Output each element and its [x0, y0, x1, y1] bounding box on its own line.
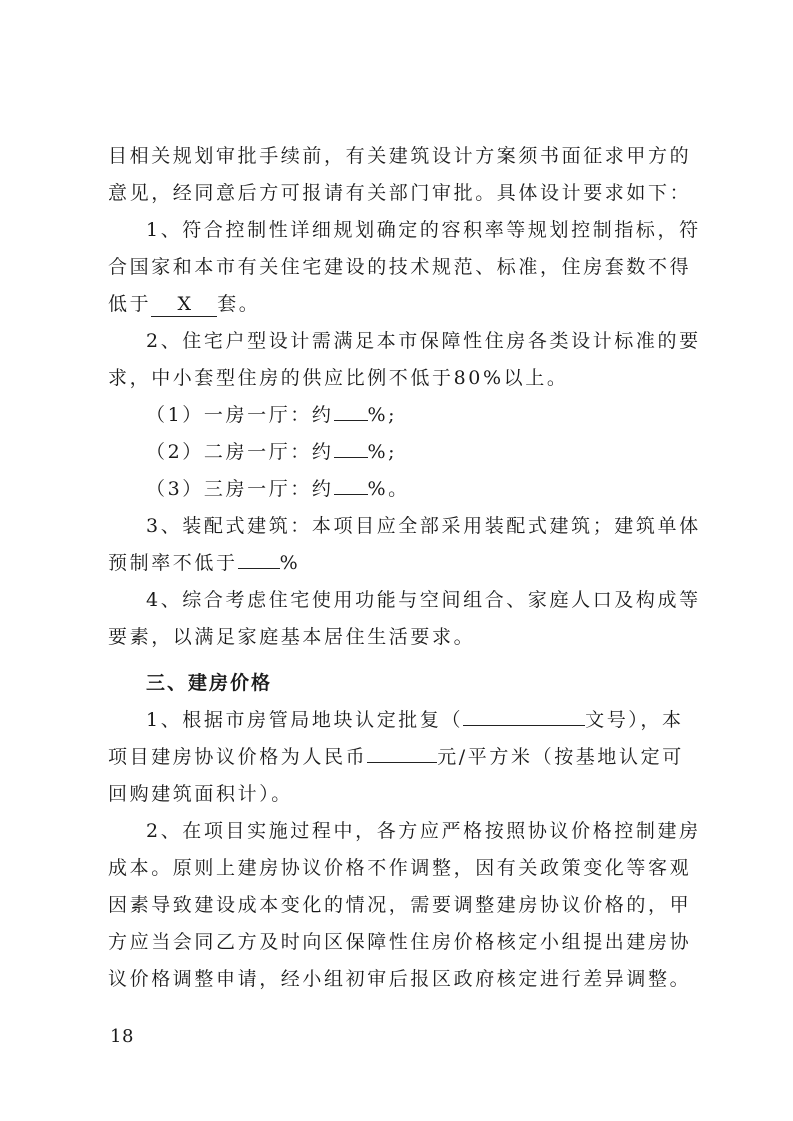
paragraph-line: 议价格调整申请，经小组初审后报区政府核定进行差异调整。 [108, 968, 692, 990]
paragraph-line [108, 702, 698, 739]
paragraph-line [108, 286, 698, 323]
paragraph-line [108, 471, 698, 508]
paragraph-line: 因素导致建设成本变化的情况，需要调整建房协议价格的，甲 [108, 894, 692, 916]
blank-field [334, 434, 368, 458]
line-text: %; [367, 404, 398, 426]
blank-field [463, 702, 585, 726]
paragraph-line: 合国家和本市有关住宅建设的技术规范、标准，住房套数不得 [108, 256, 692, 278]
blank-field [334, 471, 368, 495]
line-text: 套。 [217, 293, 261, 315]
line-text: （3）三房一厅：约 [146, 478, 334, 500]
paragraph-line: 意见，经同意后方可报请有关部门审批。具体设计要求如下： [108, 182, 692, 204]
paragraph-line: 要素，以满足家庭基本居住生活要求。 [108, 626, 476, 648]
blank-field [238, 545, 280, 569]
line-text: 项目建房协议价格为人民币 [108, 746, 368, 768]
page-number: 18 [110, 1026, 134, 1047]
paragraph-line: 1、符合控制性详细规划确定的容积率等规划控制指标，符 [146, 219, 701, 241]
paragraph-line: 2、在项目实施过程中，各方应严格按照协议价格控制建房 [146, 820, 701, 842]
line-text: %; [367, 441, 398, 463]
paragraph-line: 目相关规划审批手续前，有关建筑设计方案须书面征求甲方的 [108, 145, 692, 167]
paragraph-line: 回购建筑面积计）。 [108, 783, 293, 805]
line-text: 预制率不低于 [108, 552, 238, 574]
paragraph-line [108, 739, 698, 776]
body-text-block-2 [108, 665, 701, 998]
line-text: % [279, 552, 301, 574]
line-text: （2）二房一厅：约 [146, 441, 334, 463]
section-heading: 三、建房价格 [146, 672, 273, 694]
paragraph-line [108, 545, 698, 582]
paragraph-line: 求，中小套型住房的供应比例不低于80%以上。 [108, 367, 569, 389]
filled-blank-units: X [151, 293, 217, 317]
paragraph-line: 4、综合考虑住宅使用功能与空间组合、家庭人口及构成等 [146, 589, 701, 611]
paragraph-line [108, 397, 698, 434]
paragraph-line: 方应当会同乙方及时向区保障性住房价格核定小组提出建房协 [108, 931, 692, 953]
paragraph-line [108, 434, 698, 471]
line-text: 文号），本 [585, 709, 684, 731]
paragraph-line: 成本。原则上建房协议价格不作调整，因有关政策变化等客观 [108, 857, 692, 879]
blank-field [334, 397, 368, 421]
line-text: 1、根据市房管局地块认定批复（ [146, 709, 464, 731]
line-text: 低于 [108, 293, 152, 315]
body-text-block-1 [108, 138, 701, 656]
line-text: 元/平方米（按基地认定可 [437, 746, 684, 768]
line-text: （1）一房一厅：约 [146, 404, 334, 426]
line-text: %。 [367, 478, 410, 500]
paragraph-line: 3、装配式建筑：本项目应全部采用装配式建筑；建筑单体 [146, 515, 701, 537]
blank-field [367, 739, 437, 763]
paragraph-line: 2、住宅户型设计需满足本市保障性住房各类设计标准的要 [146, 330, 701, 352]
